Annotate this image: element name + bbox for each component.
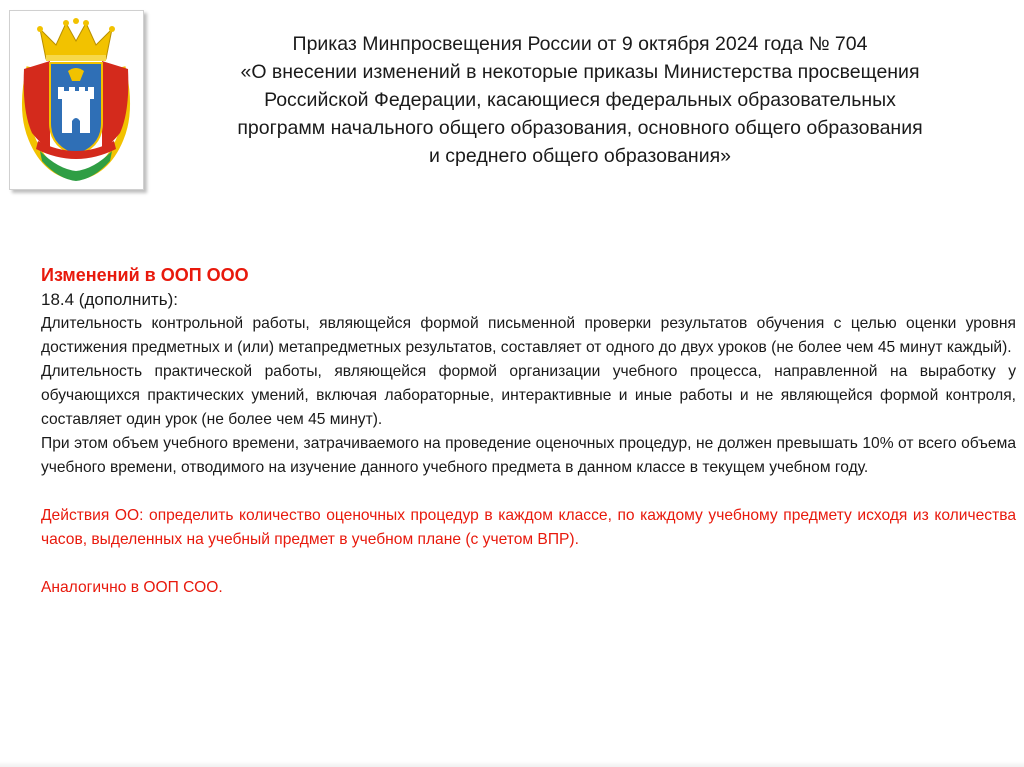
paragraph-time-limit: При этом объем учебного времени, затрачиваемого на проведение оценочных процедур, не должен превышать 10% от всего объема учебного времени, отводимого на изучение данного учебного предмета в данном классе в текущем учебном году. <box>41 435 1016 476</box>
clause-label: 18.4 (дополнить): <box>41 290 178 309</box>
title-line: «О внесении изменений в некоторые приказы Министерства просвещения <box>240 61 920 83</box>
title-line: и среднего общего образования» <box>429 145 731 167</box>
content-block <box>41 262 1016 600</box>
emblem-frame <box>9 10 144 190</box>
section-heading: Изменений в ООП ООО <box>41 265 249 285</box>
paragraph-control-work: Длительность контрольной работы, являющейся формой письменной проверки результатов обучения с целью оценки уровня достижения предметных и (или) метапредметных результатов, составляет от одного до двух уроков (не более чем 45 минут каждый). <box>41 315 1016 356</box>
title-line: Российской Федерации, касающиеся федеральных образовательных <box>264 89 896 111</box>
action-note: Действия ОО: определить количество оценочных процедур в каждом классе, по каждому учебному предмету исходя из количества часов, выделенных на учебный предмет в учебном плане (с учетом ВПР). <box>41 507 1016 548</box>
page-title <box>160 30 1000 170</box>
title-line: программ начального общего образования, основного общего образования <box>237 117 923 139</box>
coat-of-arms-icon <box>10 11 143 189</box>
title-line: Приказ Минпросвещения России от 9 октября 2024 года № 704 <box>292 33 868 55</box>
similar-note: Аналогично в ООП СОО. <box>41 579 223 596</box>
paragraph-practical-work: Длительность практической работы, являющейся формой организации учебного процесса, направленной на выработку у обучающихся практических умений, включая лабораторные, интерактивные и иные работы и не являющейся формой контроля, составляет один урок (не более чем 45 минут). <box>41 363 1016 428</box>
